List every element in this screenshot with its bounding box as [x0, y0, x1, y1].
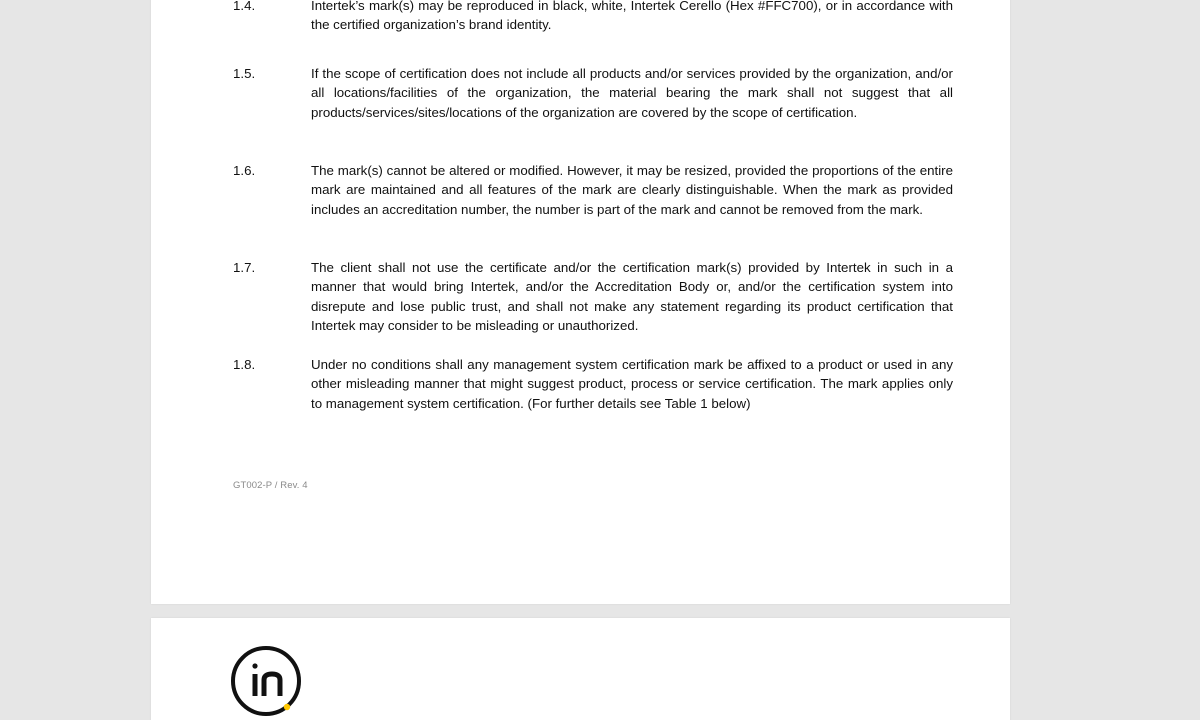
section-number: 1.4.: [233, 0, 256, 13]
document-code: GT002-P / Rev. 4: [233, 480, 308, 491]
section-number: 1.7.: [233, 260, 256, 275]
document-page: [151, 0, 1010, 604]
section-text: The mark(s) cannot be altered or modified. However, it may be resized, provided the proportions of the entire mark are maintained and all features of the mark are clearly distinguishable. When the mark as provided includes an accreditation number, the number is part of the mark and cannot be removed from the mark.: [311, 163, 953, 217]
section-text: If the scope of certification does not include all products and/or services provided by the organization, and/or all locations/facilities of the organization, the material bearing the mark shall not suggest that all products/services/sites/locations of the organization are covered by the scope of certification.: [311, 66, 953, 120]
section-number: 1.5.: [233, 66, 256, 81]
logo-accent-dot: [284, 704, 290, 710]
document-page: [151, 618, 1010, 720]
intertek-logo-graphic: [229, 644, 305, 720]
section-number: 1.8.: [233, 357, 256, 372]
intertek-logo-icon: [229, 644, 305, 720]
section-number: 1.6.: [233, 163, 256, 178]
section-text: The client shall not use the certificate and/or the certification mark(s) provided by Intertek in such in a manner that would bring Intertek, and/or the Accreditation Body or, and/or the certification system into disrepute and lose public trust, and shall not make any statement regarding its product certification that Intertek may consider to be misleading or unauthorized.: [311, 260, 953, 334]
section-text: Under no conditions shall any management system certification mark be affixed to a product or used in any other misleading manner that might suggest product, process or service certification. The mark applies only to management system certification. (For further details see Table 1 below): [311, 357, 953, 411]
section-text: Intertek’s mark(s) may be reproduced in black, white, Intertek Cerello (Hex #FFC700), or in accordance with the certified organization’s brand identity.: [311, 0, 953, 33]
